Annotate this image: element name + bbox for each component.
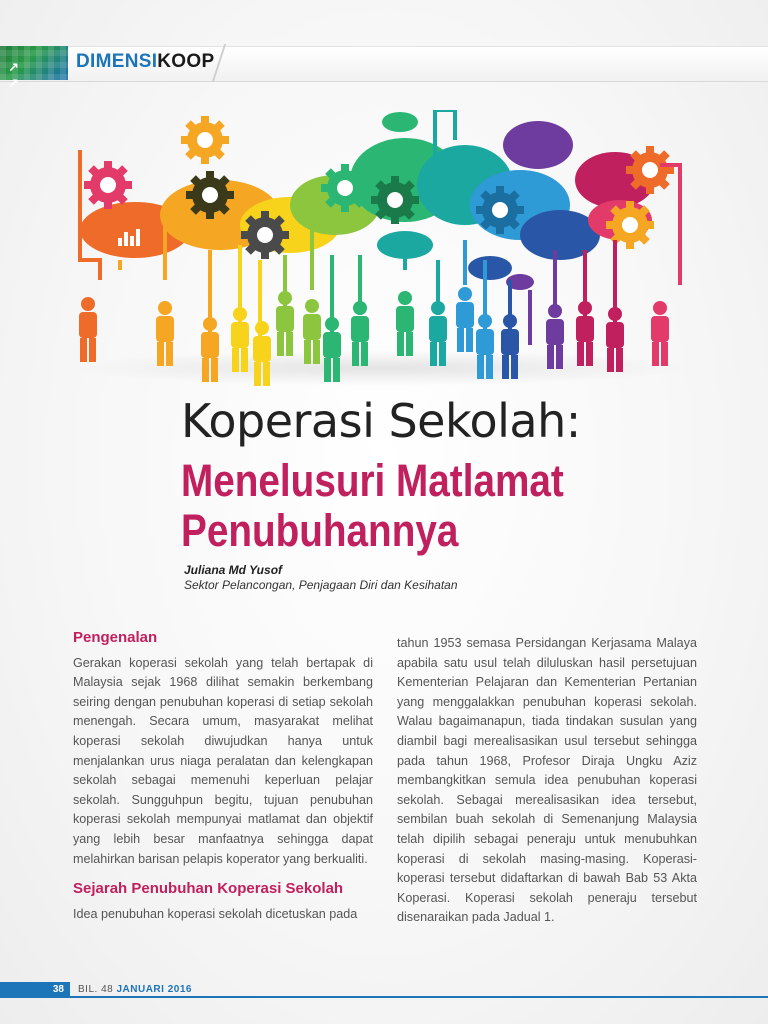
section-heading-sejarah: Sejarah Penubuhan Koperasi Sekolah (73, 880, 344, 898)
section-title (76, 51, 214, 73)
author-affiliation: Sektor Pelancongan, Penjagaan Diri dan Kesihatan (184, 578, 458, 592)
person-icon (79, 287, 669, 386)
right-column (397, 634, 697, 928)
issue-number: BIL. 48 (78, 984, 114, 995)
article-title-line2: Menelusuri Matlamat (181, 455, 564, 506)
section-title-part2: KOOP (157, 51, 215, 72)
article-title-line3: Penubuhannya (181, 505, 459, 556)
cooperative-network-illustration (60, 110, 700, 400)
page-number: 38 (0, 982, 70, 998)
section-heading-pengenalan: Pengenalan (73, 629, 158, 646)
issue-month: JANUARI 2016 (116, 984, 192, 995)
arrow-icon: ↗ ↗ (8, 60, 33, 91)
paragraph-history-continued: tahun 1953 semasa Persidangan Kerjasama Malaya apabila satu usul telah diluluskan hasil persetujuan Kementerian Pelajaran dan Kementerian Pertanian yang menggalakkan penubuhan koperasi sekolah. Walau bagaimanapun, tiada tindakan susulan yang diambil bagi merealisasikan usul tersebut sehingga pada tahun 1968, Profesor Diraja Ungku Aziz membangkitkan semula idea penubuhan koperasi sekolah. Sebagai merealisasikan idea tersebut, sembilan buah sekolah di Semenanjung Malaysia telah dipilih sebagai peneraju untuk menubuhkan koperasi di sekolah masing-masing. Koperasi-koperasi tersebut didaftarkan di bawah Bab 53 Akta Koperasi. Koperasi sekolah peneraju tersebut disenaraikan pada Jadual 1. (397, 636, 697, 925)
left-column (73, 628, 373, 924)
paragraph-history-start: Idea penubuhan koperasi sekolah dicetuskan pada (73, 906, 358, 921)
footer-rule (0, 996, 768, 998)
article-title-line1: Koperasi Sekolah: (181, 394, 581, 448)
issue-info (78, 984, 192, 995)
header-logo-tile (0, 46, 68, 91)
author-name: Juliana Md Yusof (184, 563, 283, 577)
section-title-part1: DIMENSI (76, 51, 158, 72)
paragraph-intro: Gerakan koperasi sekolah yang telah bertapak di Malaysia sejak 1968 dilihat semakin berkembang seiring dengan penubuhan koperasi di setiap sekolah menengah. Secara umum, masyarakat melihat koperasi sekolah diwujudkan hanya untuk menjalankan urus niaga peralatan dan kelengkapan sekolah sebagai memenuhi keperluan pelajar sekolah. Sungguhpun begitu, tujuan penubuhan koperasi sekolah mempunyai matlamat dan objektif yang lebih besar manfaatnya sehingga dapat melahirkan barisan pelapis koperator yang berkualiti. (73, 655, 373, 866)
